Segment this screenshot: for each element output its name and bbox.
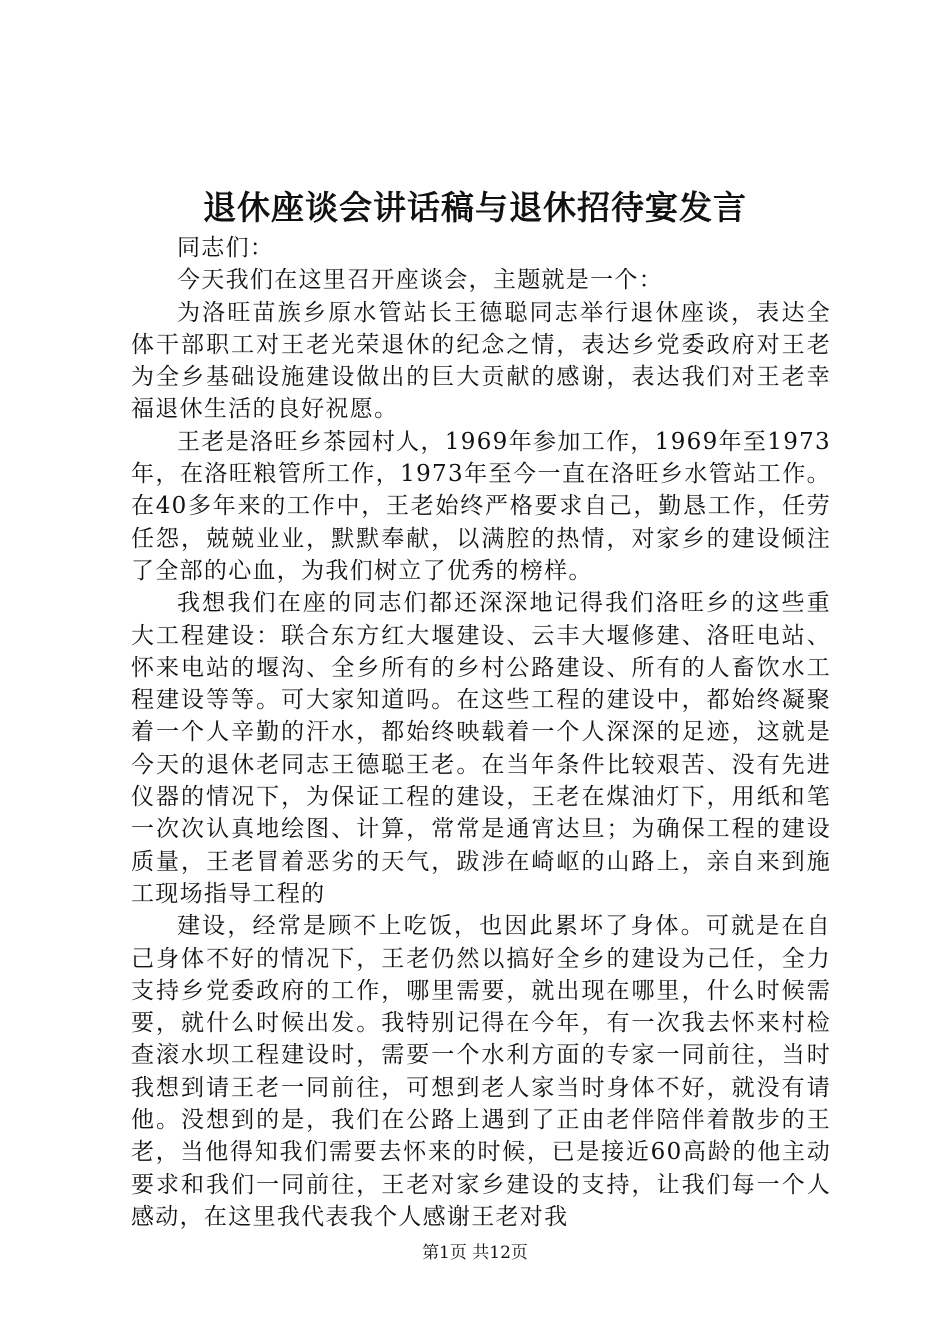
document-body: [131, 232, 831, 1233]
document-title: 退休座谈会讲话稿与退休招待宴发言: [203, 188, 747, 227]
paragraph-purpose: 为洛旺苗族乡原水管站长王德聪同志举行退休座谈，表达全体干部职工对王老光荣退休的纪念之情，表达乡党委政府对王老为全乡基础设施建设做出的巨大贡献的感谢，表达我们对王老幸福退休生活的良好祝愿。: [131, 299, 831, 423]
paragraph-theme: 今天我们在这里召开座谈会，主题就是一个：: [177, 267, 663, 294]
paragraph-projects: 我想我们在座的同志们都还深深地记得我们洛旺乡的这些重大工程建设：联合东方红大堰建设、云丰大堰修建、洛旺电站、怀来电站的堰沟、全乡所有的乡村公路建设、所有的人畜饮水工程建设等等。可大家知道吗。在这些工程的建设中，都始终凝聚着一个人辛勤的汗水，都始终映载着一个人深深的足迹，这就是今天的退休老同志王德聪王老。在当年条件比较艰苦、没有先进仪器的情况下，为保证工程的建设，王老在煤油灯下，用纸和笔一次次认真地绘图、计算，常常是通宵达旦；为确保工程的建设质量，王老冒着恶劣的天气，跋涉在崎岖的山路上，亲自来到施工现场指导工程的: [131, 590, 831, 907]
page-number-footer: 第1页 共12页: [422, 1243, 528, 1263]
paragraph-salutation: 同志们：: [177, 235, 275, 261]
paragraph-biography: 王老是洛旺乡茶园村人，1969年参加工作，1969年至1973年，在洛旺粮管所工作，1973年至今一直在洛旺乡水管站工作。在40多年来的工作中，王老始终严格要求自己，勤恳工作，任劳任怨，兢兢业业，默默奉献，以满腔的热情，对家乡的建设倾注了全部的心血，为我们树立了优秀的榜样。: [131, 428, 831, 584]
paragraph-dedication: 建设，经常是顾不上吃饭，也因此累坏了身体。可就是在自己身体不好的情况下，王老仍然以搞好全乡的建设为己任，全力支持乡党委政府的工作，哪里需要，就出现在哪里，什么时候需要，就什么时候出发。我特别记得在今年，有一次我去怀来村检查滚水坝工程建设时，需要一个水利方面的专家一同前往，当时我想到请王老一同前往，可想到老人家当时身体不好，就没有请他。没想到的是，我们在公路上遇到了正由老伴陪伴着散步的王老，当他得知我们需要去怀来的时候，已是接近60高龄的他主动要求和我们一同前往，王老对家乡建设的支持，让我们每一个人感动，在这里我代表我个人感谢王老对我: [131, 913, 831, 1230]
